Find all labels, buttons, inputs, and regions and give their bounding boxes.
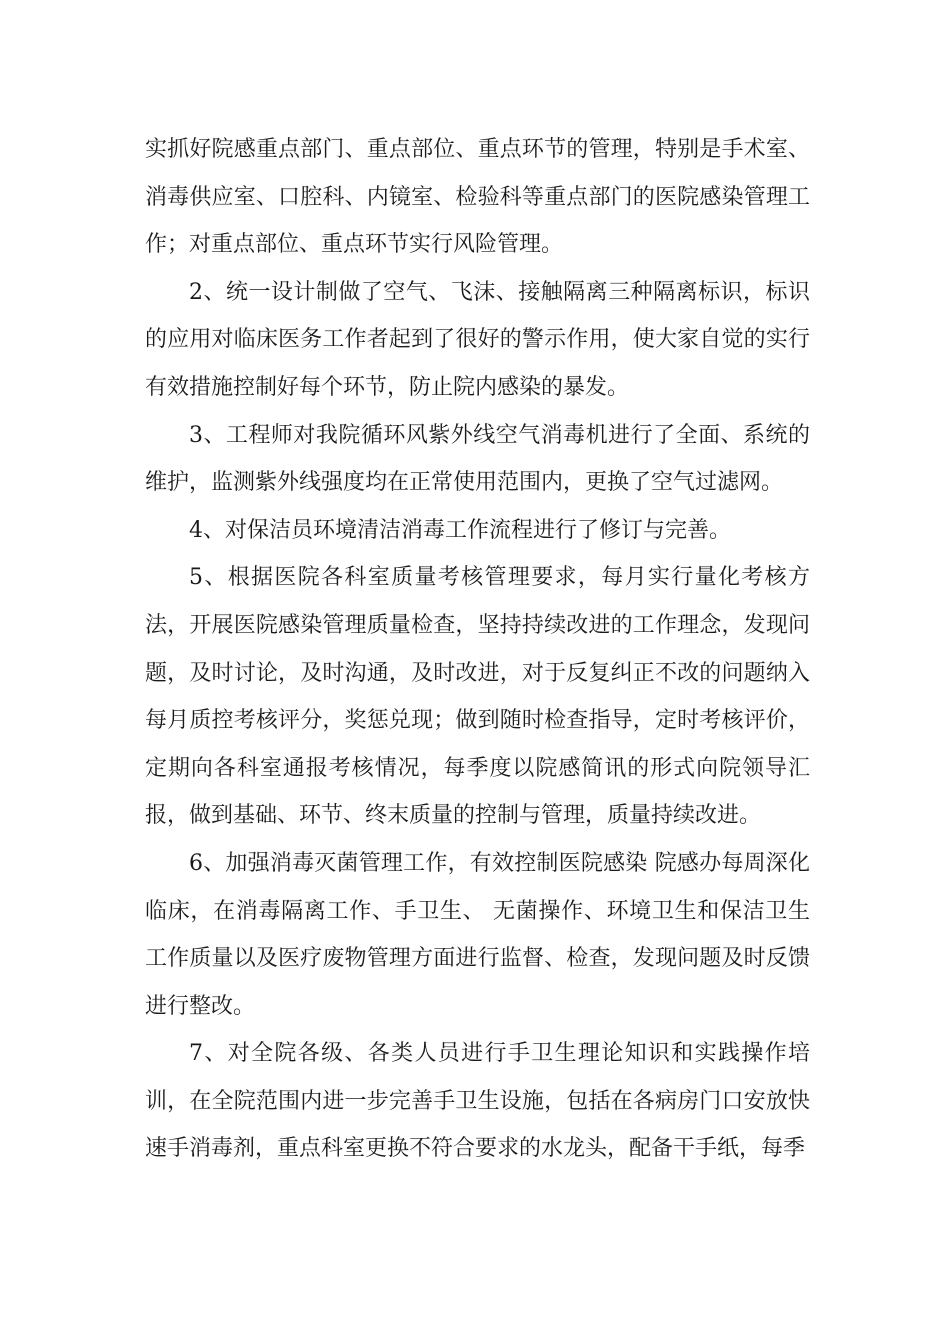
paragraph-item-4: 4、对保洁员环境清洁消毒工作流程进行了修订与完善。: [189, 517, 731, 543]
paragraph-item-6: 6、加强消毒灭菌管理工作，有效控制医院感染 院感办每周深化临床，在消毒隔离工作、手卫生、 无菌操作、环境卫生和保洁卫生工作质量以及医疗废物管理方面进行监督、检查，发现问题及时反馈进行整改。: [145, 850, 810, 1019]
paragraph-item-5: 5、根据医院各科室质量考核管理要求，每月实行量化考核方法，开展医院感染管理质量检查，坚持持续改进的工作理念，发现问题，及时讨论，及时沟通，及时改进，对于反复纠正不改的问题纳入每月质控考核评分，奖惩兑现；做到随时检查指导，定时考核评价，定期向各科室通报考核情况，每季度以院感简讯的形式向院领导汇报，做到基础、环节、终末质量的控制与管理，质量持续改进。: [145, 565, 810, 829]
paragraph-continuation: 实抓好院感重点部门、重点部位、重点环节的管理，特别是手术室、消毒供应室、口腔科、内镜室、检验科等重点部门的医院感染管理工作；对重点部位、重点环节实行风险管理。: [145, 137, 810, 258]
paragraph-item-3: 3、工程师对我院循环风紫外线空气消毒机进行了全面、系统的维护，监测紫外线强度均在正常使用范围内，更换了空气过滤网。: [145, 422, 810, 496]
paragraph-item-7: 7、对全院各级、各类人员进行手卫生理论知识和实践操作培训，在全院范围内进一步完善手卫生设施，包括在各病房门口安放快速手消毒剂，重点科室更换不符合要求的水龙头，配备干手纸，每季: [145, 1041, 810, 1162]
document-body: [145, 126, 810, 1173]
paragraph-item-2: 2、统一设计制做了空气、飞沫、接触隔离三种隔离标识，标识的应用对临床医务工作者起到了很好的警示作用，使大家自觉的实行有效措施控制好每个环节，防止院内感染的暴发。: [145, 279, 810, 400]
